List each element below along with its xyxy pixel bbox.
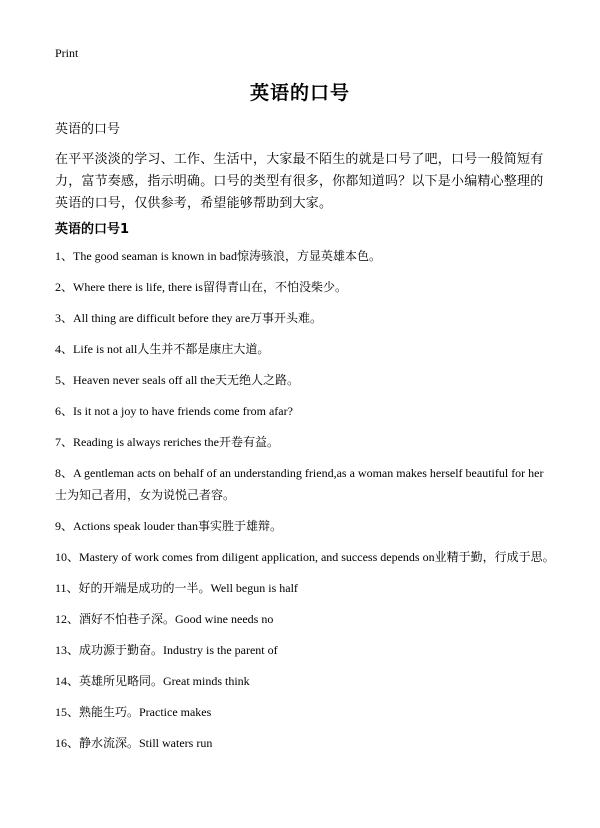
print-link[interactable]: Print xyxy=(55,46,79,60)
list-item: 5、Heaven never seals off all the天无绝人之路。 xyxy=(55,373,300,387)
intro-paragraph: 在平平淡淡的学习、工作、生活中，大家最不陌生的就是口号了吧，口号一般简短有力，富节奏感，指示明确。口号的类型有很多，你都知道吗？以下是小编精心整理的英语的口号，仅供参考，希望能够帮助到大家。 xyxy=(55,152,544,211)
list-item: 13、成功源于勤奋。Industry is the parent of xyxy=(55,643,278,657)
list-item: 7、Reading is always reriches the开卷有益。 xyxy=(55,435,279,449)
list-item: 4、Life is not all人生并不都是康庄大道。 xyxy=(55,342,270,356)
list-item: 9、Actions speak louder than事实胜于雄辩。 xyxy=(55,519,282,533)
list-item: 12、酒好不怕巷子深。Good wine needs no xyxy=(55,612,274,626)
list-item: 16、静水流深。Still waters run xyxy=(55,736,213,750)
list-item: 14、英雄所见略同。Great minds think xyxy=(55,674,250,688)
list-item: 10、Mastery of work comes from diligent application, and success depends on业精于勤，行成于思。 xyxy=(55,550,555,564)
list-item: 8、A gentleman acts on behalf of an understanding friend,as a woman makes herself beautiful for her士为知己者用，女为说悦己者容。 xyxy=(55,466,544,502)
slogan-list xyxy=(55,245,555,763)
list-item: 15、熟能生巧。Practice makes xyxy=(55,705,212,719)
page-title: 英语的口号 xyxy=(249,82,350,104)
list-item: 11、好的开端是成功的一半。Well begun is half xyxy=(55,581,298,595)
list-item: 3、All thing are difficult before they are万事开头难。 xyxy=(55,311,323,325)
section-heading: 英语的口号1 xyxy=(55,222,130,237)
subtitle: 英语的口号 xyxy=(55,122,121,137)
list-item: 2、Where there is life, there is留得青山在，不怕没柴少。 xyxy=(55,280,347,294)
list-item: 1、The good seaman is known in bad惊涛骇浪，方显英雄本色。 xyxy=(55,249,381,263)
list-item: 6、Is it not a joy to have friends come from afar? xyxy=(55,404,293,418)
